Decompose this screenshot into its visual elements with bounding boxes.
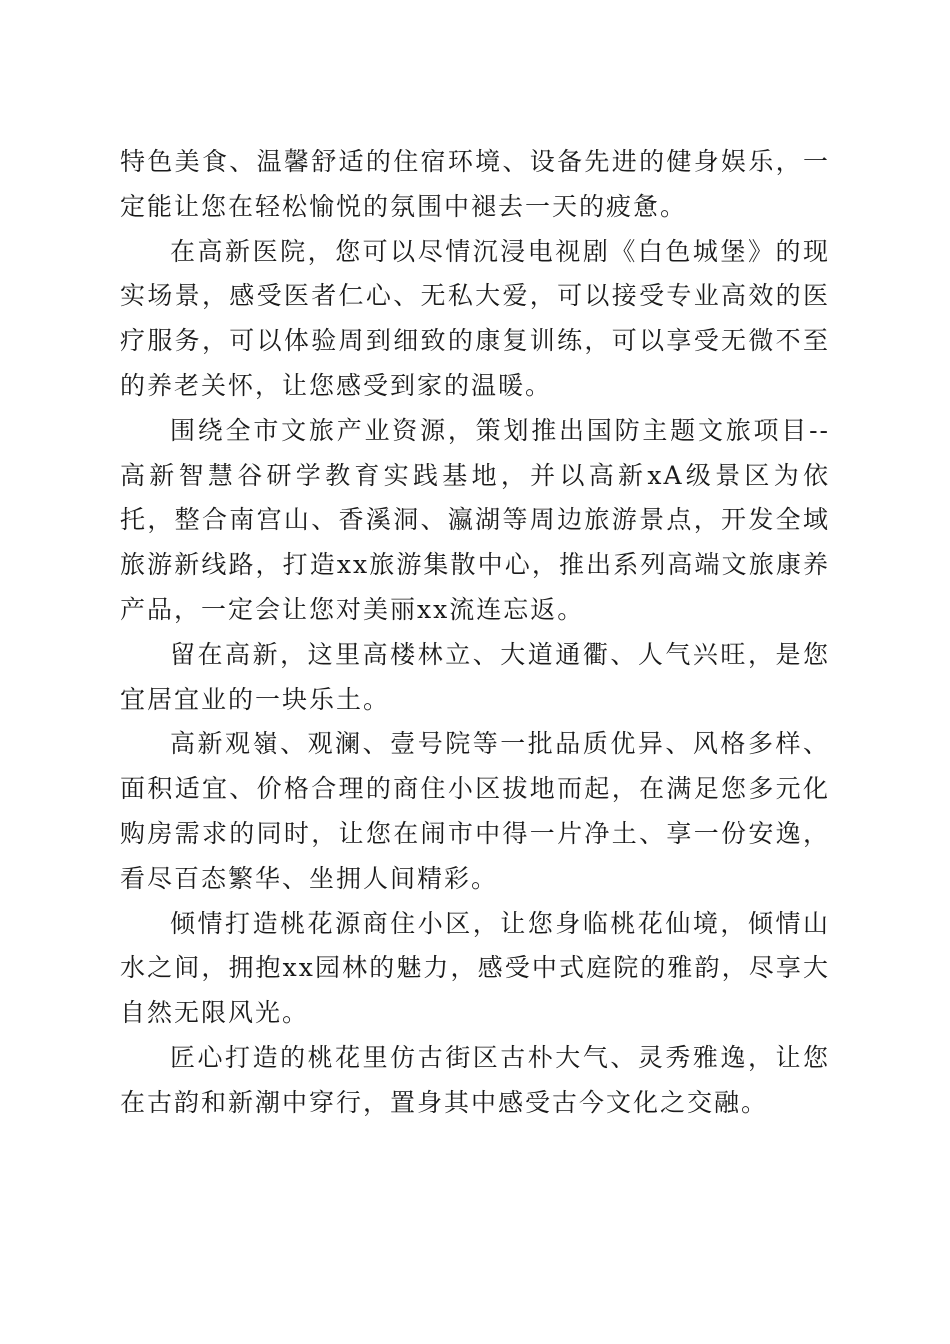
- paragraph-1: 特色美食、温馨舒适的住宿环境、设备先进的健身娱乐，一定能让您在轻松愉悦的氛围中褪去一天的疲惫。: [120, 147, 830, 221]
- paragraph-7: 匠心打造的桃花里仿古街区古朴大气、灵秀雅逸，让您在古韵和新潮中穿行，置身其中感受古今文化之交融。: [120, 1042, 830, 1117]
- paragraph-4: 留在高新，这里高楼林立、大道通衢、人气兴旺，是您宜居宜业的一块乐土。: [120, 639, 830, 714]
- paragraph-6: 倾情打造桃花源商住小区，让您身临桃花仙境，倾情山水之间，拥抱xx园林的魅力，感受中式庭院的雅韵，尽享大自然无限风光。: [120, 908, 830, 1028]
- paragraph-3: 围绕全市文旅产业资源，策划推出国防主题文旅项目--高新智慧谷研学教育实践基地，并以高新xA级景区为依托，整合南宫山、香溪洞、瀛湖等周边旅游景点，开发全域旅游新线路，打造xx旅游集散中心，推出系列高端文旅康养产品，一定会让您对美丽xx流连忘返。: [120, 415, 830, 624]
- paragraph-5: 高新观嶺、观澜、壹号院等一批品质优异、风格多样、面积适宜、价格合理的商住小区拔地而起，在满足您多元化购房需求的同时，让您在闹市中得一片净土、享一份安逸，看尽百态繁华、坐拥人间精彩。: [120, 729, 830, 893]
- paragraph-2: 在高新医院，您可以尽情沉浸电视剧《白色城堡》的现实场景，感受医者仁心、无私大爱，可以接受专业高效的医疗服务，可以体验周到细致的康复训练，可以享受无微不至的养老关怀，让您感受到家的温暖。: [120, 236, 830, 400]
- document-body: [120, 140, 830, 1126]
